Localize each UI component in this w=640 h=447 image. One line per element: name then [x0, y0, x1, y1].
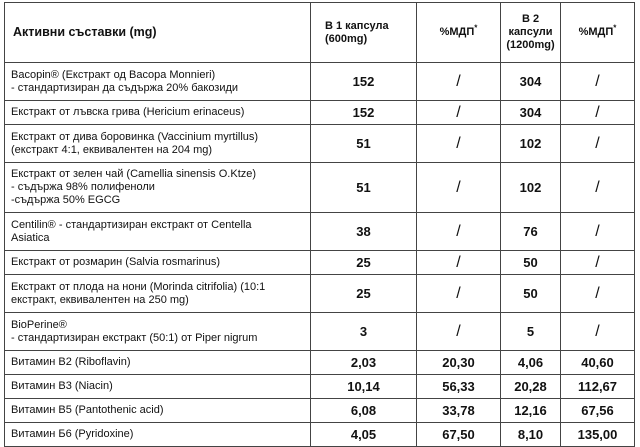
- rdi-one-capsule-cell: /: [417, 275, 501, 313]
- rdi-two-capsules-cell: /: [561, 313, 635, 351]
- rdi-one-capsule-cell: 33,78: [417, 399, 501, 423]
- ingredient-name-cell: [5, 275, 311, 313]
- ingredient-name-line: - стандартизиран екстракт (50:1) от Piper nigrum: [11, 331, 258, 344]
- ingredient-name-line: Asiatica: [11, 231, 50, 244]
- table-row: [5, 375, 635, 399]
- ingredient-name-cell: [5, 399, 311, 423]
- rdi-one-capsule-cell: /: [417, 101, 501, 125]
- ingredient-name-cell: [5, 251, 311, 275]
- amount-one-capsule-cell: 25: [311, 251, 417, 275]
- rdi-two-capsules-cell: /: [561, 163, 635, 213]
- ingredients-header: Активни съставки (mg): [5, 3, 311, 63]
- supplement-facts-table: [4, 2, 635, 447]
- table-row: [5, 213, 635, 251]
- rdi-one-capsule-cell: 67,50: [417, 423, 501, 447]
- amount-one-capsule-cell: 3: [311, 313, 417, 351]
- rdi-marker-2: *: [613, 23, 617, 33]
- two-capsules-header: [501, 3, 561, 63]
- ingredient-name-line: Екстракт от дива боровинка (Vaccinium myrtillus): [11, 130, 259, 143]
- ingredient-name-line: Витамин B3 (Niacin): [11, 380, 113, 392]
- ingredient-name-line: BioPerine®: [11, 318, 67, 331]
- ingredient-name-line: Екстракт от лъвска грива (Hericium erinaceus): [11, 106, 245, 118]
- rdi-one-capsule-cell: /: [417, 313, 501, 351]
- ingredient-name-line: Centilin® - стандартизиран екстракт от Centella: [11, 218, 252, 231]
- ingredient-name-line: Витамин B5 (Pantothenic acid): [11, 404, 164, 416]
- amount-two-capsules-cell: 304: [501, 101, 561, 125]
- rdi-two-capsules-cell: /: [561, 63, 635, 101]
- amount-one-capsule-cell: 6,08: [311, 399, 417, 423]
- ingredient-name-cell: [5, 125, 311, 163]
- ingredient-name-cell: [5, 213, 311, 251]
- rdi-two-capsules-cell: /: [561, 275, 635, 313]
- table-row: [5, 313, 635, 351]
- table-row: [5, 351, 635, 375]
- ingredient-name-line: Екстракт от плода на нони (Morinda citrifolia) (10:1: [11, 280, 266, 293]
- one-capsule-header-line1: В 1 капсула: [325, 19, 389, 32]
- ingredient-name-cell: [5, 63, 311, 101]
- amount-two-capsules-cell: 8,10: [501, 423, 561, 447]
- ingredient-name-cell: [5, 351, 311, 375]
- rdi-header-1: %МДП*: [417, 3, 501, 63]
- ingredient-name-line: - стандартизиран да съдържа 20% бакозиди: [11, 81, 239, 94]
- amount-two-capsules-cell: 4,06: [501, 351, 561, 375]
- ingredient-name-line: Екстракт от розмарин (Salvia rosmarinus): [11, 256, 221, 268]
- ingredient-name-cell: [5, 313, 311, 351]
- table-header-row: [5, 3, 635, 63]
- amount-two-capsules-cell: 76: [501, 213, 561, 251]
- rdi-two-capsules-cell: /: [561, 251, 635, 275]
- ingredient-name-line: Витамин Б6 (Pyridoxine): [11, 428, 134, 440]
- amount-two-capsules-cell: 102: [501, 163, 561, 213]
- ingredient-name-line: -съдържа 50% EGCG: [11, 194, 121, 206]
- rdi-header-2: %МДП*: [561, 3, 635, 63]
- ingredient-name-cell: [5, 375, 311, 399]
- table-row: [5, 399, 635, 423]
- ingredient-name-cell: [5, 101, 311, 125]
- amount-two-capsules-cell: 50: [501, 251, 561, 275]
- rdi-one-capsule-cell: 56,33: [417, 375, 501, 399]
- ingredient-name-line: - съдържа 98% полифеноли: [11, 181, 155, 193]
- rdi-one-capsule-cell: /: [417, 63, 501, 101]
- amount-one-capsule-cell: 51: [311, 125, 417, 163]
- amount-two-capsules-cell: 20,28: [501, 375, 561, 399]
- table-row: [5, 163, 635, 213]
- table-row: [5, 251, 635, 275]
- amount-one-capsule-cell: 152: [311, 101, 417, 125]
- table-row: [5, 125, 635, 163]
- amount-one-capsule-cell: 10,14: [311, 375, 417, 399]
- ingredient-name-cell: [5, 163, 311, 213]
- table-row: [5, 101, 635, 125]
- one-capsule-header-line2: (600mg): [325, 32, 368, 45]
- amount-two-capsules-cell: 12,16: [501, 399, 561, 423]
- rdi-two-capsules-cell: 112,67: [561, 375, 635, 399]
- table-row: [5, 275, 635, 313]
- two-capsules-header-line3: (1200mg): [506, 39, 555, 51]
- rdi-one-capsule-cell: 20,30: [417, 351, 501, 375]
- rdi-two-capsules-cell: /: [561, 101, 635, 125]
- rdi-two-capsules-cell: 135,00: [561, 423, 635, 447]
- rdi-two-capsules-cell: 40,60: [561, 351, 635, 375]
- amount-two-capsules-cell: 50: [501, 275, 561, 313]
- rdi-one-capsule-cell: /: [417, 163, 501, 213]
- amount-one-capsule-cell: 25: [311, 275, 417, 313]
- table-row: [5, 63, 635, 101]
- ingredient-name-line: Екстракт от зелен чай (Camellia sinensis O.Ktze): [11, 168, 257, 180]
- ingredient-name-line: Bacopin® (Екстракт од Bacopa Monnieri): [11, 68, 216, 81]
- amount-one-capsule-cell: 51: [311, 163, 417, 213]
- amount-one-capsule-cell: 152: [311, 63, 417, 101]
- amount-two-capsules-cell: 304: [501, 63, 561, 101]
- amount-one-capsule-cell: 4,05: [311, 423, 417, 447]
- amount-one-capsule-cell: 38: [311, 213, 417, 251]
- one-capsule-header: [311, 3, 417, 63]
- amount-two-capsules-cell: 102: [501, 125, 561, 163]
- two-capsules-header-line2: капсули: [508, 26, 553, 38]
- ingredient-name-line: екстракт, еквивалентен на 250 mg): [11, 293, 189, 306]
- rdi-one-capsule-cell: /: [417, 125, 501, 163]
- amount-one-capsule-cell: 2,03: [311, 351, 417, 375]
- rdi-one-capsule-cell: /: [417, 251, 501, 275]
- rdi-marker-1: *: [474, 23, 478, 33]
- two-capsules-header-line1: В 2: [521, 13, 540, 25]
- rdi-one-capsule-cell: /: [417, 213, 501, 251]
- rdi-two-capsules-cell: /: [561, 125, 635, 163]
- ingredient-name-line: Витамин B2 (Riboflavin): [11, 356, 131, 368]
- amount-two-capsules-cell: 5: [501, 313, 561, 351]
- rdi-two-capsules-cell: 67,56: [561, 399, 635, 423]
- rdi-two-capsules-cell: /: [561, 213, 635, 251]
- ingredient-name-line: (екстракт 4:1, еквивалентен на 204 mg): [11, 143, 213, 156]
